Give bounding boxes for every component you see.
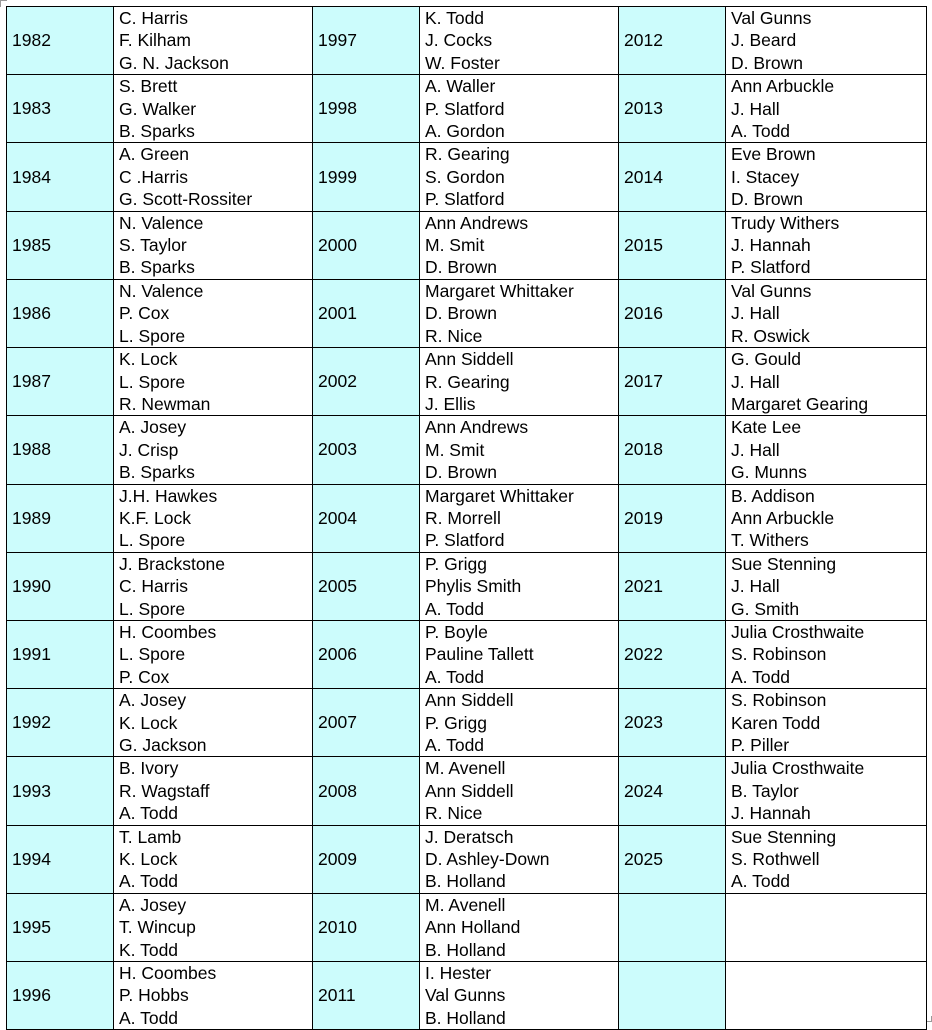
year-cell: 1994 [7, 825, 114, 893]
member-name: A. Todd [731, 121, 791, 142]
year-cell: 2018 [619, 416, 726, 484]
member-name: T. Withers [731, 530, 809, 551]
member-name: A. Todd [731, 666, 791, 687]
member-name: C. Harris [119, 8, 189, 28]
names-cell [114, 962, 313, 1030]
names-cell [420, 689, 619, 757]
member-name: Ann Andrews [425, 212, 529, 233]
table-row [7, 484, 927, 552]
member-name: J. Hannah [731, 235, 811, 256]
member-name: M. Avenell [425, 894, 506, 915]
member-name: A. Todd [425, 666, 485, 687]
names-cell [114, 279, 313, 347]
table-row [7, 143, 927, 211]
member-name: L. Spore [119, 598, 186, 619]
names-cell [420, 620, 619, 688]
member-name: A. Gordon [425, 121, 505, 142]
member-name: L. Spore [119, 371, 186, 392]
member-name: J. Hall [731, 439, 780, 460]
member-name: H. Coombes [119, 621, 217, 642]
member-name: Trudy Withers [731, 212, 840, 233]
table-row [7, 279, 927, 347]
member-name: Ann Arbuckle [731, 507, 835, 528]
member-name: D. Ashley-Down [425, 849, 550, 870]
names-cell [726, 211, 927, 279]
member-name: R. Oswick [731, 325, 810, 346]
table-row [7, 893, 927, 961]
member-name: B. Holland [425, 1007, 506, 1028]
names-cell [726, 75, 927, 143]
member-name: K. Lock [119, 349, 178, 370]
year-cell: 1996 [7, 962, 114, 1030]
member-name: P. Slatford [425, 98, 505, 119]
names-cell [420, 552, 619, 620]
member-name: J. Ellis [425, 393, 476, 414]
member-name: T. Wincup [119, 917, 196, 938]
member-name: Ann Siddell [425, 349, 514, 370]
member-name: D. Brown [731, 189, 803, 210]
member-name: A. Todd [425, 735, 485, 755]
names-cell [114, 211, 313, 279]
names-cell [420, 484, 619, 552]
member-name: W. Foster [425, 52, 500, 73]
names-cell [420, 211, 619, 279]
names-cell [726, 825, 927, 893]
member-name: Ann Holland [425, 917, 521, 938]
table-row [7, 416, 927, 484]
year-cell: 1982 [7, 7, 114, 75]
member-name: G. Scott-Rossiter [119, 189, 253, 210]
names-cell [726, 962, 927, 1030]
member-name: Ann Andrews [425, 417, 529, 438]
year-cell: 2003 [313, 416, 420, 484]
year-cell: 2002 [313, 348, 420, 416]
member-name: Ann Siddell [425, 780, 514, 801]
member-name: Val Gunns [731, 280, 812, 301]
names-cell [114, 825, 313, 893]
member-name: M. Smit [425, 439, 485, 460]
member-name: P. Slatford [425, 189, 505, 210]
year-cell: 2007 [313, 689, 420, 757]
year-cell: 1986 [7, 279, 114, 347]
year-cell: 2025 [619, 825, 726, 893]
member-name: A. Todd [119, 871, 179, 892]
names-cell [726, 620, 927, 688]
member-name: J. Hall [731, 98, 780, 119]
names-cell [420, 893, 619, 961]
member-name: P. Piller [731, 735, 790, 755]
member-name: N. Valence [119, 280, 204, 301]
year-cell: 2001 [313, 279, 420, 347]
member-name: P. Slatford [425, 530, 505, 551]
member-name: A. Josey [119, 417, 187, 438]
member-name: D. Brown [425, 462, 497, 483]
year-cell: 1987 [7, 348, 114, 416]
member-name: B. Taylor [731, 780, 799, 801]
names-cell [114, 75, 313, 143]
table-row [7, 348, 927, 416]
table-row [7, 75, 927, 143]
member-name: R. Gearing [425, 371, 510, 392]
member-name: I. Stacey [731, 166, 800, 187]
names-cell [420, 75, 619, 143]
member-name: G. Munns [731, 462, 807, 483]
member-name: G. Gould [731, 349, 802, 370]
names-cell [114, 757, 313, 825]
member-name: R. Nice [425, 803, 483, 824]
year-cell: 2006 [313, 620, 420, 688]
member-name: R. Newman [119, 393, 211, 414]
member-name: S. Robinson [731, 644, 827, 665]
member-name: P. Grigg [425, 712, 487, 733]
member-name: Phylis Smith [425, 576, 522, 597]
names-cell [114, 689, 313, 757]
year-cell: 2022 [619, 620, 726, 688]
table-row [7, 552, 927, 620]
year-cell: 2014 [619, 143, 726, 211]
member-name: B. Addison [731, 485, 815, 506]
member-name: A. Waller [425, 76, 496, 97]
year-cell: 2021 [619, 552, 726, 620]
member-name: A. Josey [119, 690, 187, 711]
member-name: J.H. Hawkes [119, 485, 218, 506]
year-cell: 2013 [619, 75, 726, 143]
table-row [7, 689, 927, 757]
year-cell: 1988 [7, 416, 114, 484]
year-cell: 2024 [619, 757, 726, 825]
member-name: J. Hall [731, 371, 780, 392]
year-cell: 2011 [313, 962, 420, 1030]
member-name: P. Hobbs [119, 985, 189, 1006]
member-name: S. Gordon [425, 166, 505, 187]
names-cell [726, 689, 927, 757]
member-name: P. Slatford [731, 257, 811, 278]
member-name: J. Hannah [731, 803, 811, 824]
names-cell [420, 279, 619, 347]
member-name: G. Smith [731, 598, 800, 619]
year-cell: 2017 [619, 348, 726, 416]
year-cell: 1985 [7, 211, 114, 279]
member-name: F. Kilham [119, 30, 191, 51]
names-cell [726, 279, 927, 347]
member-name: R. Morrell [425, 507, 501, 528]
member-name: A. Todd [119, 803, 179, 824]
honours-table-body [7, 7, 927, 1030]
member-name: B. Sparks [119, 257, 195, 278]
names-cell [114, 416, 313, 484]
member-name: C. Harris [119, 576, 189, 597]
year-cell: 1993 [7, 757, 114, 825]
member-name: Kate Lee [731, 417, 802, 438]
names-cell [726, 484, 927, 552]
year-cell: 2009 [313, 825, 420, 893]
names-cell [726, 893, 927, 961]
member-name: B. Holland [425, 871, 506, 892]
member-name: S. Brett [119, 76, 178, 97]
member-name: H. Coombes [119, 963, 217, 984]
table-row [7, 620, 927, 688]
member-name: J. Brackstone [119, 553, 226, 574]
member-name: J. Hall [731, 576, 780, 597]
member-name: L. Spore [119, 530, 186, 551]
names-cell [420, 348, 619, 416]
names-cell [420, 757, 619, 825]
member-name: N. Valence [119, 212, 204, 233]
member-name: B. Holland [425, 939, 506, 960]
names-cell [726, 552, 927, 620]
member-name: Sue Stenning [731, 826, 837, 847]
year-cell: 1989 [7, 484, 114, 552]
member-name: D. Brown [425, 303, 497, 324]
names-cell [420, 416, 619, 484]
table-row [7, 962, 927, 1030]
year-cell: 1992 [7, 689, 114, 757]
member-name: B. Sparks [119, 462, 195, 483]
year-cell: 1990 [7, 552, 114, 620]
table-row [7, 825, 927, 893]
member-name: P. Cox [119, 666, 170, 687]
year-cell: 2010 [313, 893, 420, 961]
names-cell [114, 552, 313, 620]
names-cell [420, 143, 619, 211]
member-name: J. Cocks [425, 30, 493, 51]
year-cell: 2016 [619, 279, 726, 347]
member-name: M. Avenell [425, 758, 506, 779]
member-name: R. Gearing [425, 144, 510, 165]
names-cell [114, 484, 313, 552]
member-name: G. Walker [119, 98, 197, 119]
year-cell: 2004 [313, 484, 420, 552]
member-name: Karen Todd [731, 712, 821, 733]
member-name: D. Brown [731, 52, 803, 73]
member-name: Julia Crosthwaite [731, 621, 865, 642]
member-name: S. Robinson [731, 690, 827, 711]
names-cell [420, 962, 619, 1030]
names-cell [114, 620, 313, 688]
member-name: L. Spore [119, 644, 186, 665]
honours-table [6, 6, 927, 1030]
member-name: G. N. Jackson [119, 52, 229, 73]
member-name: K. Todd [425, 8, 485, 28]
member-name: A. Green [119, 144, 190, 165]
member-name: A. Todd [731, 871, 791, 892]
member-name: Val Gunns [731, 8, 812, 28]
member-name: K. Lock [119, 849, 178, 870]
year-cell: 1997 [313, 7, 420, 75]
table-row [7, 211, 927, 279]
member-name: K.F. Lock [119, 507, 191, 528]
names-cell [726, 757, 927, 825]
member-name: S. Rothwell [731, 849, 820, 870]
year-cell: 1984 [7, 143, 114, 211]
member-name: Margaret Gearing [731, 393, 869, 414]
member-name: A. Todd [119, 1007, 179, 1028]
table-row [7, 757, 927, 825]
member-name: D. Brown [425, 257, 497, 278]
names-cell [114, 7, 313, 75]
year-cell: 2019 [619, 484, 726, 552]
member-name: A. Josey [119, 894, 187, 915]
year-cell: 2023 [619, 689, 726, 757]
names-cell [726, 7, 927, 75]
member-name: J. Beard [731, 30, 797, 51]
member-name: J. Crisp [119, 439, 179, 460]
names-cell [114, 348, 313, 416]
member-name: Ann Arbuckle [731, 76, 835, 97]
names-cell [420, 7, 619, 75]
year-cell: 1999 [313, 143, 420, 211]
member-name: Pauline Tallett [425, 644, 534, 665]
member-name: Ann Siddell [425, 690, 514, 711]
year-cell: 2005 [313, 552, 420, 620]
member-name: Julia Crosthwaite [731, 758, 865, 779]
member-name: M. Smit [425, 235, 485, 256]
names-cell [726, 348, 927, 416]
member-name: A. Todd [425, 598, 485, 619]
member-name: B. Sparks [119, 121, 195, 142]
names-cell [420, 825, 619, 893]
year-cell: 2012 [619, 7, 726, 75]
member-name: B. Ivory [119, 758, 179, 779]
year-cell: 2000 [313, 211, 420, 279]
member-name: Margaret Whittaker [425, 280, 574, 301]
member-name: Eve Brown [731, 144, 816, 165]
member-name: I. Hester [425, 963, 492, 984]
member-name: P. Cox [119, 303, 170, 324]
year-cell [619, 893, 726, 961]
year-cell: 1983 [7, 75, 114, 143]
year-cell: 1998 [313, 75, 420, 143]
member-name: K. Todd [119, 939, 179, 960]
member-name: K. Lock [119, 712, 178, 733]
member-name: P. Boyle [425, 621, 488, 642]
member-name: S. Taylor [119, 235, 187, 256]
table-row [7, 7, 927, 75]
member-name: Sue Stenning [731, 553, 837, 574]
year-cell [619, 962, 726, 1030]
member-name: J. Deratsch [425, 826, 514, 847]
year-cell: 2008 [313, 757, 420, 825]
member-name: L. Spore [119, 325, 186, 346]
member-name: G. Jackson [119, 735, 207, 755]
year-cell: 2015 [619, 211, 726, 279]
member-name: Margaret Whittaker [425, 485, 574, 506]
member-name: R. Nice [425, 325, 483, 346]
member-name: R. Wagstaff [119, 780, 210, 801]
member-name: J. Hall [731, 303, 780, 324]
names-cell [726, 143, 927, 211]
names-cell [726, 416, 927, 484]
year-cell: 1991 [7, 620, 114, 688]
member-name: C .Harris [119, 166, 189, 187]
member-name: P. Grigg [425, 553, 487, 574]
member-name: T. Lamb [119, 826, 182, 847]
year-cell: 1995 [7, 893, 114, 961]
member-name: Val Gunns [425, 985, 506, 1006]
names-cell [114, 143, 313, 211]
names-cell [114, 893, 313, 961]
